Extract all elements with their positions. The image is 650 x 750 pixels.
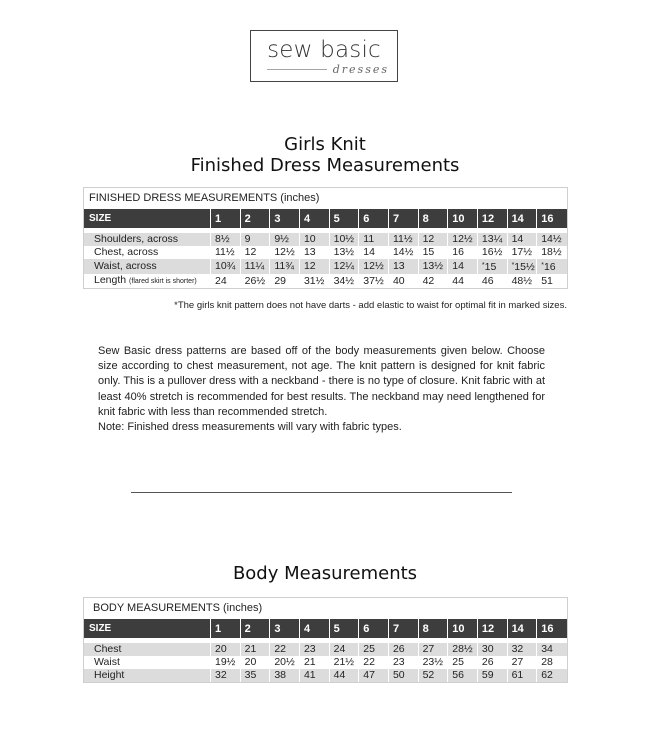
header-cell: 14 [508, 209, 538, 228]
row-label-note: (flared skirt is shorter) [129, 278, 197, 285]
table-row-height [84, 669, 567, 682]
page-title-line1: Girls Knit [284, 134, 366, 155]
table-cell: 21 [300, 656, 330, 669]
table-cell: 26½ [241, 274, 271, 288]
table-cell: 13½ [330, 246, 360, 259]
description-paragraph [98, 344, 545, 435]
table-cell: 14 [508, 233, 538, 246]
table-cell: 20 [211, 643, 241, 656]
table-cell: 10½ [330, 233, 360, 246]
table-cell: 28½ [448, 643, 478, 656]
description-text: Sew Basic dress patterns are based off of the body measurements given below. Choose size according to chest measurement, not age. The knit pattern is designed for knit fabric only. This is a pullover dress with a neckband - there is no type of closure. Knit fabric with at least 40% stretch is recommended for best results. The neckband may need lengthened for knit fabric with less than recommended stretch. [98, 345, 545, 418]
header-cell: 7 [389, 619, 419, 638]
table-cell: 18½ [537, 246, 567, 259]
table-cell: 47 [359, 669, 389, 682]
header-cell: 10 [448, 619, 478, 638]
header-cell: 16 [537, 209, 567, 228]
table-cell: 17½ [508, 246, 538, 259]
row-label: Chest, across [84, 246, 211, 259]
header-cell: 1 [211, 209, 241, 228]
table-cell: 13½ [419, 259, 449, 274]
table-cell: 59 [478, 669, 508, 682]
section-title-body: Body Measurements [232, 563, 418, 584]
table-cell: 27 [508, 656, 538, 669]
table-cell: 19½ [211, 656, 241, 669]
finished-measurements-table [83, 187, 568, 289]
header-cell: 8 [419, 619, 449, 638]
footnote: *The girls knit pattern does not have darts - add elastic to waist for optimal fit in marked sizes. [174, 300, 567, 311]
table-cell: 12½ [448, 233, 478, 246]
row-label: Height [84, 669, 211, 682]
table-cell: 11¾ [270, 259, 300, 274]
header-cell: 5 [330, 209, 360, 228]
page-title-line2: Finished Dress Measurements [190, 155, 460, 176]
table-cell: 12¼ [330, 259, 360, 274]
header-cell: 2 [241, 209, 271, 228]
table-cell: 32 [211, 669, 241, 682]
table-cell: 29 [270, 274, 300, 288]
table-cell: 24 [330, 643, 360, 656]
cell-value: 16 [543, 261, 556, 273]
header-cell: 5 [330, 619, 360, 638]
table-cell: 21½ [330, 656, 360, 669]
table-cell: 12 [419, 233, 449, 246]
table-cell: 11½ [389, 233, 419, 246]
table-cell: 24 [211, 274, 241, 288]
table-cell: 27 [419, 643, 449, 656]
row-label: Shoulders, across [84, 233, 211, 246]
table-row-waist [84, 656, 567, 669]
table-cell: 35 [241, 669, 271, 682]
table-cell: 21 [241, 643, 271, 656]
table-cell: 42 [419, 274, 449, 288]
table-cell: 13 [389, 259, 419, 274]
table-cell: 13 [300, 246, 330, 259]
brand-logo [250, 30, 398, 82]
header-cell: SIZE [84, 619, 211, 638]
table-cell: 34 [537, 643, 567, 656]
table-cell: 13¼ [478, 233, 508, 246]
header-cell: 7 [389, 209, 419, 228]
table-cell: 28 [537, 656, 567, 669]
table-row-waist [84, 259, 567, 274]
row-label [84, 274, 211, 288]
body-measurements-table [83, 597, 568, 683]
table-cell: 48½ [508, 274, 538, 288]
table-cell [508, 259, 538, 274]
logo-underline [267, 69, 327, 70]
table-cell: 8½ [211, 233, 241, 246]
table-cell: 30 [478, 643, 508, 656]
cell-value: 15½ [514, 261, 535, 273]
header-cell: 2 [241, 619, 271, 638]
header-cell: 6 [359, 619, 389, 638]
table-cell: 23 [300, 643, 330, 656]
table-cell: 46 [478, 274, 508, 288]
table-row-chest [84, 643, 567, 656]
table-cell: 10 [300, 233, 330, 246]
table-cell: 31½ [300, 274, 330, 288]
table-cell: 9½ [270, 233, 300, 246]
table-cell: 52 [419, 669, 449, 682]
table-cell: 41 [300, 669, 330, 682]
header-cell: 14 [508, 619, 538, 638]
table-cell: 11½ [211, 246, 241, 259]
asterisk-mark: * [511, 262, 515, 269]
header-cell: 6 [359, 209, 389, 228]
body-measurements-grid [84, 619, 567, 682]
table-cell: 37½ [359, 274, 389, 288]
table-cell: 23 [389, 656, 419, 669]
table-cell: 38 [270, 669, 300, 682]
table-cell: 12 [300, 259, 330, 274]
table-cell: 50 [389, 669, 419, 682]
table-cell [478, 259, 508, 274]
table-header-row [84, 209, 567, 228]
table-row-chest [84, 246, 567, 259]
table-cell: 23½ [419, 656, 449, 669]
header-cell: 12 [478, 209, 508, 228]
table-cell: 61 [508, 669, 538, 682]
cell-value: 15 [484, 261, 497, 273]
table-header-row [84, 619, 567, 638]
table-cell: 34½ [330, 274, 360, 288]
table-cell: 15 [419, 246, 449, 259]
table-cell: 14 [448, 259, 478, 274]
table-cell: 44 [330, 669, 360, 682]
table-cell: 25 [448, 656, 478, 669]
logo-wordmark: sew basic [267, 37, 381, 63]
row-label: Waist [84, 656, 211, 669]
table-cell: 12½ [359, 259, 389, 274]
finished-measurements-grid [84, 209, 567, 288]
table-cell: 22 [270, 643, 300, 656]
section-divider [131, 492, 512, 493]
table-cell: 11 [359, 233, 389, 246]
table-cell: 32 [508, 643, 538, 656]
table-caption: BODY MEASUREMENTS (inches) [93, 602, 263, 614]
header-cell: 10 [448, 209, 478, 228]
row-label: Chest [84, 643, 211, 656]
table-cell: 25 [359, 643, 389, 656]
header-cell: 3 [270, 619, 300, 638]
table-cell: 62 [537, 669, 567, 682]
table-cell: 12½ [270, 246, 300, 259]
header-cell: 16 [537, 619, 567, 638]
table-cell: 12 [241, 246, 271, 259]
table-cell: 20½ [270, 656, 300, 669]
description-note: Note: Finished dress measurements will vary with fabric types. [98, 421, 402, 434]
table-cell: 44 [448, 274, 478, 288]
table-cell: 14½ [537, 233, 567, 246]
table-cell: 9 [241, 233, 271, 246]
table-cell: 26 [478, 656, 508, 669]
table-caption: FINISHED DRESS MEASUREMENTS (inches) [89, 192, 320, 204]
table-cell [537, 259, 567, 274]
header-cell: 4 [300, 209, 330, 228]
table-cell: 11¼ [241, 259, 271, 274]
table-cell: 22 [359, 656, 389, 669]
header-cell: 4 [300, 619, 330, 638]
header-cell: 8 [419, 209, 449, 228]
header-cell: 1 [211, 619, 241, 638]
table-cell: 10¾ [211, 259, 241, 274]
header-cell: SIZE [84, 209, 211, 228]
row-label: Waist, across [84, 259, 211, 274]
row-label-text: Length [94, 274, 127, 286]
table-cell: 26 [389, 643, 419, 656]
table-row-shoulders [84, 233, 567, 246]
table-cell: 56 [448, 669, 478, 682]
table-cell: 40 [389, 274, 419, 288]
header-cell: 3 [270, 209, 300, 228]
table-cell: 16 [448, 246, 478, 259]
table-cell: 14 [359, 246, 389, 259]
table-row-length [84, 274, 567, 288]
table-cell: 20 [241, 656, 271, 669]
table-cell: 14½ [389, 246, 419, 259]
asterisk-mark: * [481, 262, 485, 269]
logo-subtitle: dresses [332, 63, 389, 76]
table-cell: 51 [537, 274, 567, 288]
table-cell: 16½ [478, 246, 508, 259]
asterisk-mark: * [541, 262, 544, 269]
header-cell: 12 [478, 619, 508, 638]
